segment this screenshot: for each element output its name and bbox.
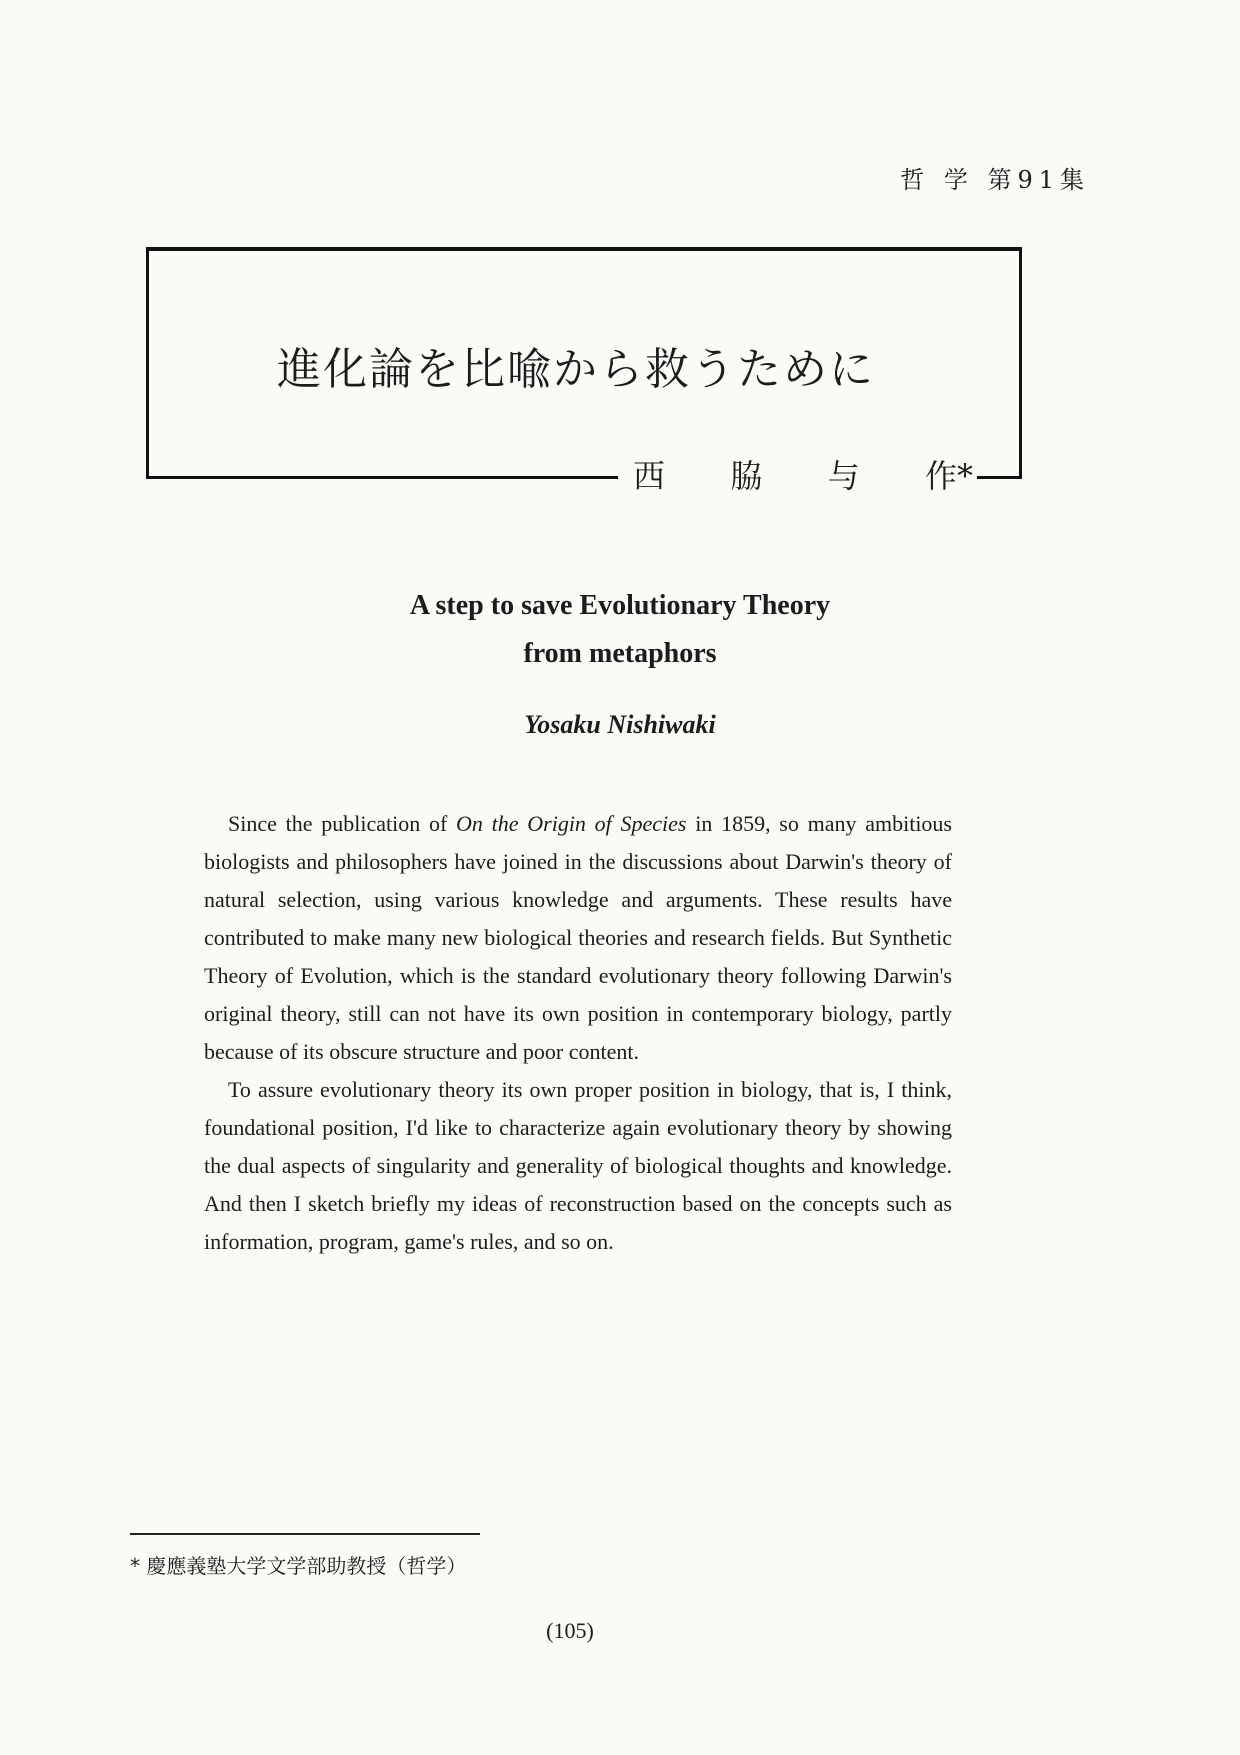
japanese-title: 進化論を比喩から救うために xyxy=(277,344,875,395)
abstract-text: in 1859, so many ambitious biologists and philosophers have joined in the discussions about Darwin's theory of natural selection, using various knowledge and arguments. These results have contributed to make many new biological theories and research fields. But Synthetic Theory of Evolution, which is the standard evolutionary theory following Darwin's original theory, still can not have its own position in contemporary biology, partly because of its obscure structure and poor content. xyxy=(204,811,952,1064)
frame-rule-left xyxy=(146,476,618,479)
english-title-line-2: from metaphors xyxy=(523,638,717,669)
title-frame xyxy=(146,247,1022,495)
abstract-paragraph-2: To assure evolutionary theory its own proper position in biology, that is, I think, foundational position, I'd like to characterize again evolutionary theory by showing the dual aspects of singularity and generality of biological thoughts and knowledge. And then I sketch briefly my ideas of reconstruction based on the concepts such as information, program, game's rules, and so on. xyxy=(204,1077,952,1254)
japanese-author xyxy=(629,451,977,497)
journal-issue: 哲 学 第91集 xyxy=(900,166,1090,194)
author-char: 西 xyxy=(633,457,666,495)
english-title xyxy=(220,582,1020,678)
english-author: Yosaku Nishiwaki xyxy=(524,710,716,739)
footnote-rule xyxy=(130,1533,480,1535)
page-number: (105) xyxy=(546,1618,594,1643)
abstract xyxy=(204,805,952,1261)
abstract-text: Since the publication of xyxy=(228,811,457,836)
author-char: 作* xyxy=(924,457,973,495)
author-char: 与 xyxy=(827,457,860,495)
english-title-line-1: A step to save Evolutionary Theory xyxy=(409,590,831,621)
book-title: On the Origin of Species xyxy=(456,811,687,836)
author-char: 脇 xyxy=(730,457,763,495)
abstract-paragraph-1 xyxy=(204,805,952,1071)
footnote: * 慶應義塾大学文学部助教授（哲学） xyxy=(130,1554,467,1578)
